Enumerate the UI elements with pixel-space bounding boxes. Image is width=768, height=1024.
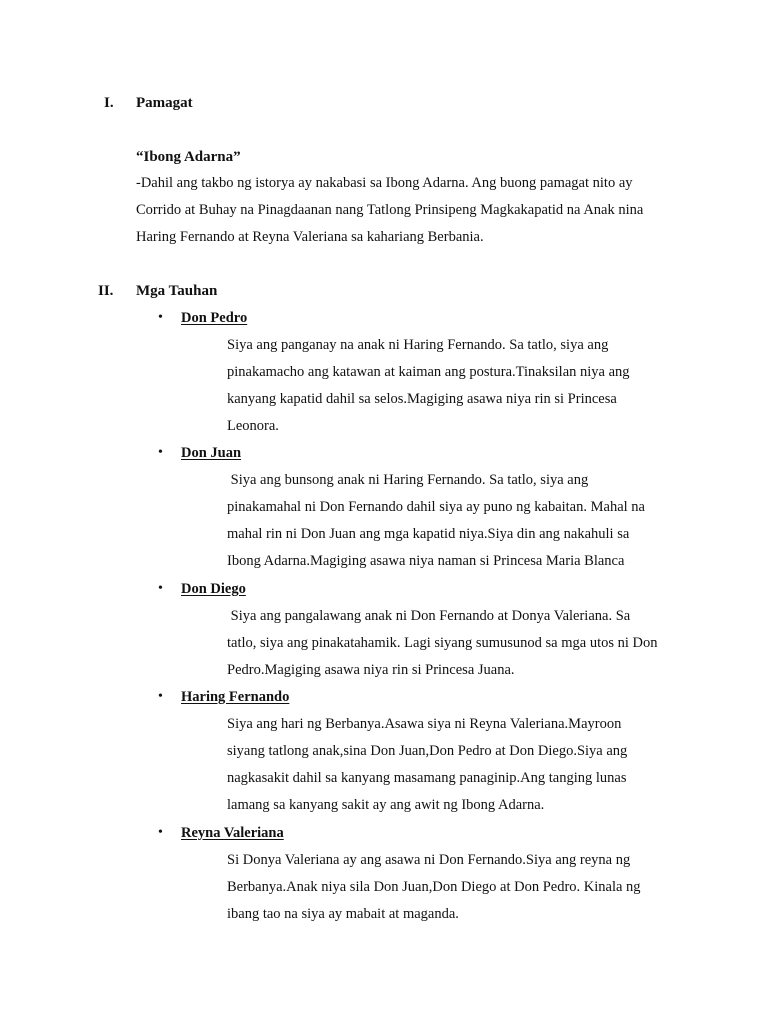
- character-name-don-juan: Don Juan: [181, 445, 242, 461]
- character-description-line: mahal rin ni Don Juan ang mga kapatid niya.Siya din ang nakahuli sa: [227, 526, 630, 542]
- character-description-line: ibang tao na siya ay mabait at maganda.: [227, 906, 459, 922]
- character-description-line: Leonora.: [227, 418, 279, 434]
- section-heading-pamagat: Pamagat: [136, 95, 193, 111]
- character-description-line: pinakamacho ang katawan at kaiman ang postura.Tinaksilan niya ang: [227, 364, 630, 380]
- character-description-line: Siya ang pangalawang anak ni Don Fernando at Donya Valeriana. Sa: [227, 608, 631, 624]
- story-title: “Ibong Adarna”: [136, 149, 241, 165]
- character-description-line: Berbanya.Anak niya sila Don Juan,Don Diego at Don Pedro. Kinala ng: [227, 879, 641, 895]
- title-explanation-line: Haring Fernando at Reyna Valeriana sa kahariang Berbania.: [136, 229, 484, 245]
- character-description-line: Siya ang panganay na anak ni Haring Fernando. Sa tatlo, siya ang: [227, 337, 609, 353]
- bullet-icon: •: [158, 825, 163, 840]
- character-description-line: nagkasakit dahil sa kanyang masamang panaginip.Ang tanging lunas: [227, 770, 627, 786]
- character-description-line: siyang tatlong anak,sina Don Juan,Don Pedro at Don Diego.Siya ang: [227, 743, 628, 759]
- section-number-1: I.: [104, 95, 114, 111]
- character-description-line: tatlo, siya ang pinakatahamik. Lagi siyang sumusunod sa mga utos ni Don: [227, 635, 658, 651]
- bullet-icon: •: [158, 689, 163, 704]
- section-number-2: II.: [98, 283, 114, 299]
- title-explanation-line: Corrido at Buhay na Pinagdaanan nang Tatlong Prinsipeng Magkakapatid na Anak nina: [136, 202, 644, 218]
- character-name-reyna-valeriana: Reyna Valeriana: [181, 825, 284, 841]
- section-heading-mga-tauhan: Mga Tauhan: [136, 283, 218, 299]
- character-description-line: Ibong Adarna.Magiging asawa niya naman si Princesa Maria Blanca: [227, 553, 625, 569]
- bullet-icon: •: [158, 581, 163, 596]
- bullet-icon: •: [158, 310, 163, 325]
- character-description-line: Pedro.Magiging asawa niya rin si Princesa Juana.: [227, 662, 515, 678]
- character-name-don-diego: Don Diego: [181, 581, 246, 597]
- character-name-haring-fernando: Haring Fernando: [181, 689, 290, 705]
- character-description-line: kanyang kapatid dahil sa selos.Magiging asawa niya rin si Princesa: [227, 391, 617, 407]
- bullet-icon: •: [158, 445, 163, 460]
- title-explanation-line: -Dahil ang takbo ng istorya ay nakabasi sa Ibong Adarna. Ang buong pamagat nito ay: [136, 175, 633, 191]
- character-name-don-pedro: Don Pedro: [181, 310, 248, 326]
- character-description-line: lamang sa kanyang sakit ay ang awit ng Ibong Adarna.: [227, 797, 545, 813]
- character-description-line: Siya ang hari ng Berbanya.Asawa siya ni Reyna Valeriana.Mayroon: [227, 716, 622, 732]
- character-description-line: pinakamahal ni Don Fernando dahil siya ay puno ng kabaitan. Mahal na: [227, 499, 645, 515]
- character-description-line: Si Donya Valeriana ay ang asawa ni Don Fernando.Siya ang reyna ng: [227, 852, 631, 868]
- character-description-line: Siya ang bunsong anak ni Haring Fernando. Sa tatlo, siya ang: [227, 472, 589, 488]
